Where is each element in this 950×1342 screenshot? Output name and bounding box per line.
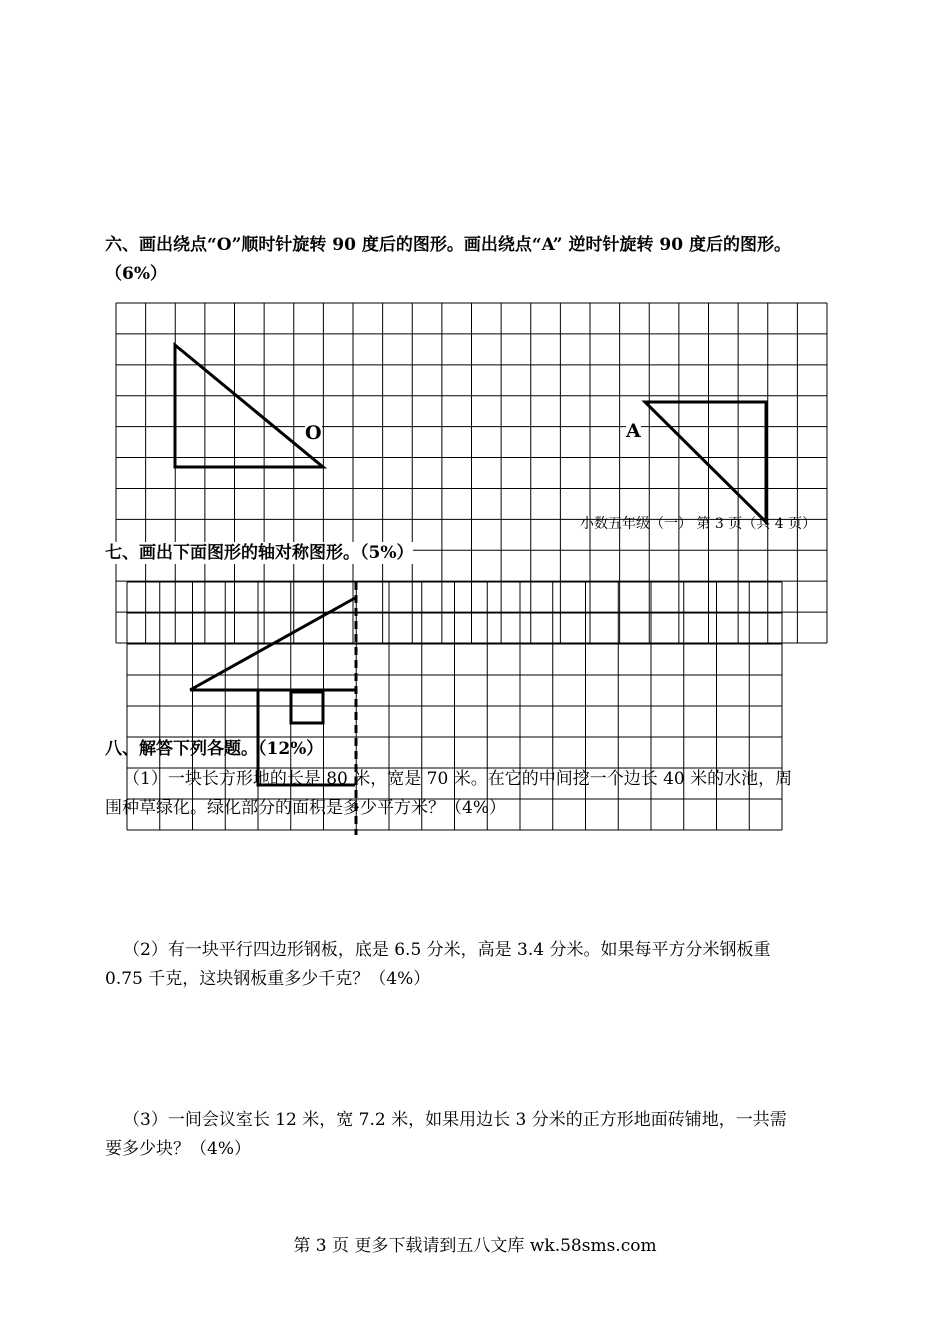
- question-3-line1: （3）一间会议室长 12 米，宽 7.2 米，如果用边长 3 分米的正方形地面砖铺地，一共需: [123, 1110, 787, 1130]
- page-footer: 第 3 页 更多下载请到五八文库 wk.58sms.com: [293, 1236, 657, 1256]
- section8-title: 八、解答下列各题。（12%）: [105, 739, 324, 759]
- question-1-line2: 围种草绿化。绿化部分的面积是多少平方米？（4%）: [105, 798, 506, 818]
- point-a-label: A: [626, 420, 641, 442]
- question-2-line1: （2）有一块平行四边形钢板，底是 6.5 分米，高是 3.4 分米。如果每平方分米钢板重: [123, 940, 771, 960]
- question-1-line1: （1）一块长方形地的长是 80 米，宽是 70 米。在它的中间挖一个边长 40 米的水池，周: [123, 769, 793, 789]
- question-3: [105, 1106, 850, 1164]
- point-o-label: O: [305, 422, 322, 444]
- section7-title: 七、画出下面图形的轴对称图形。（5%）: [105, 543, 414, 563]
- section6-score: （6%）: [105, 264, 167, 284]
- rotation-grid: [116, 303, 827, 643]
- section6-title: 六、画出绕点“O”顺时针旋转 90 度后的图形。画出绕点“A” 逆时针旋转 90 度后的图形。: [105, 235, 791, 255]
- question-3-line2: 要多少块？（4%）: [105, 1139, 251, 1159]
- triangle-a: [645, 402, 766, 522]
- triangle-o: [175, 345, 323, 467]
- question-2-line2: 0.75 千克，这块钢板重多少千克？（4%）: [105, 969, 431, 989]
- inner-page-footer: 小数五年级（一） 第 3 页（共 4 页）: [580, 516, 817, 532]
- question-1: [105, 765, 850, 823]
- question-2: [105, 936, 850, 994]
